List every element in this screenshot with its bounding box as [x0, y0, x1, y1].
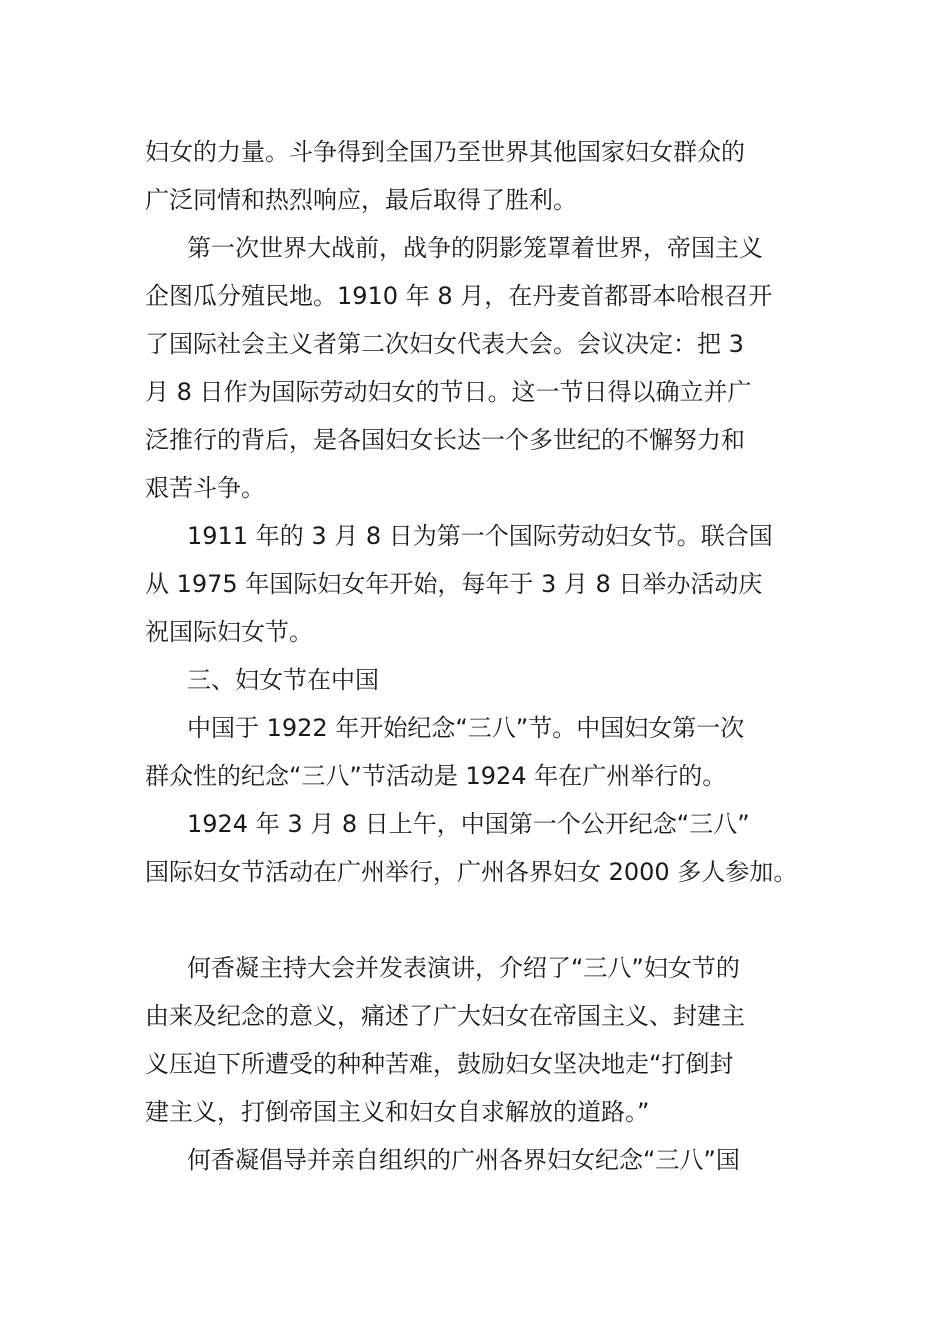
text-line: 广泛同情和热烈响应，最后取得了胜利。	[145, 186, 577, 214]
text-line: 何香凝主持大会并发表演讲，介绍了“三八”妇女节的	[187, 954, 740, 982]
text-line: 1924 年 3 月 8 日上午，中国第一个公开纪念“三八”	[187, 810, 750, 838]
text-line: 祝国际妇女节。	[145, 618, 313, 646]
section-heading: 三、妇女节在中国	[187, 666, 379, 694]
blank-line	[145, 896, 825, 944]
text-line: 1911 年的 3 月 8 日为第一个国际劳动妇女节。联合国	[187, 522, 773, 550]
text-line: 建主义，打倒帝国主义和妇女自求解放的道路。”	[145, 1098, 650, 1126]
text-line: 群众性的纪念“三八”节活动是 1924 年在广州举行的。	[145, 762, 727, 790]
text-line: 从 1975 年国际妇女年开始，每年于 3 月 8 日举办活动庆	[145, 570, 763, 598]
text-line: 了国际社会主义者第二次妇女代表大会。会议决定：把 3	[145, 330, 744, 358]
text-line: 由来及纪念的意义，痛述了广大妇女在帝国主义、封建主	[145, 1002, 745, 1030]
text-line: 中国于 1922 年开始纪念“三八”节。中国妇女第一次	[187, 714, 745, 742]
text-line: 艰苦斗争。	[145, 474, 265, 502]
text-line: 义压迫下所遭受的种种苦难，鼓励妇女坚决地走“打倒封	[145, 1050, 734, 1078]
text-line: 妇女的力量。斗争得到全国乃至世界其他国家妇女群众的	[145, 138, 745, 166]
text-line: 企图瓜分殖民地。1910 年 8 月，在丹麦首都哥本哈根召开	[145, 282, 773, 310]
text-line: 泛推行的背后，是各国妇女长达一个多世纪的不懈努力和	[145, 426, 745, 454]
text-line: 第一次世界大战前，战争的阴影笼罩着世界，帝国主义	[187, 234, 763, 262]
document-body	[145, 128, 825, 1184]
text-line: 何香凝倡导并亲自组织的广州各界妇女纪念“三八”国	[187, 1146, 740, 1174]
text-line: 国际妇女节活动在广州举行，广州各界妇女 2000 多人参加。	[145, 858, 798, 886]
text-line: 月 8 日作为国际劳动妇女的节日。这一节日得以确立并广	[145, 378, 752, 406]
